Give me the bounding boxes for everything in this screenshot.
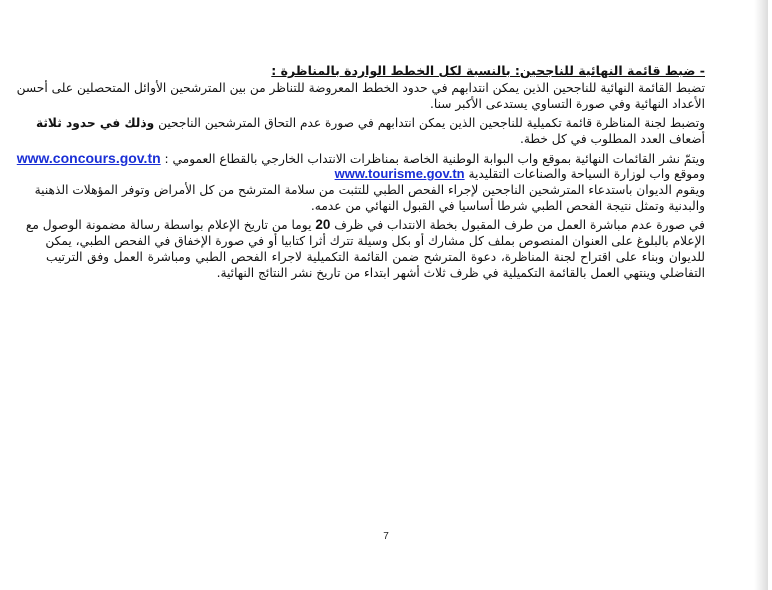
paragraph-3-line-1-text: ويتمّ نشر القائمات النهائية بموقع واب البوابة الوطنية الخاصة بمناظرات الانتداب الخارجي بالقطاع العمومي :: [164, 152, 705, 166]
paragraph-5-line-1-text-b: يوما من تاريخ الإعلام بواسطة رسالة مضمونة الوصول مع: [25, 218, 312, 232]
paragraph-3-line-2: [46, 166, 705, 182]
paragraph-2-line-1: [35, 115, 705, 131]
paragraph-4-line-2: والبدنية وتمثل نتيجة الفحص الطبي شرطا أساسيا في القبول النهائي من عدمه.: [310, 199, 705, 213]
paragraph-3-line-2-text: وموقع واب لوزارة السياحة والصناعات التقليدية: [468, 167, 705, 181]
paragraph-5-line-2: الإعلام بالبلوغ على العنوان المنصوص بملف كل مشارك أو بكل وسيلة تترك أثرا كتابيا أو في صورة الإخفاق في الفحص الطبي، يمكن: [45, 234, 705, 248]
paragraph-5-line-1-text-a: في صورة عدم مباشرة العمل من طرف المقبول بخطة الانتداب في ظرف: [334, 218, 705, 232]
section-heading: - ضبط قائمة النهائية للناجحين: بالنسبة لكل الخطط الواردة بالمناظرة :: [271, 63, 705, 78]
paragraph-2-line-1-text-a: وتضبط لجنة المناظرة قائمة تكميلية للناجحين الذين يمكن انتدابهم في صورة عدم التحاق المترشحين الناجحين: [158, 116, 705, 130]
days-count: 20: [315, 217, 331, 232]
paragraph-2-line-1-text-b: وذلك في حدود ثلاثة: [35, 116, 155, 130]
paragraph-4-line-1: ويقوم الديوان باستدعاء المترشحين الناجحين لإجراء الفحص الطبي للتثبت من سلامة المترشح من كل الأمراض وتوفر المؤهلات الذهنية: [34, 183, 705, 197]
tourism-ministry-link[interactable]: www.tourisme.gov.tn: [334, 166, 465, 181]
paragraph-5-line-3: للديوان وبناء على اقتراح لجنة المناظرة، دعوة المترشح ضمن القائمة التكميلية لاجراء الفحص الطبي ومباشرة العمل وفق الترتيب: [46, 250, 705, 264]
concours-portal-link[interactable]: www.concours.gov.tn: [16, 150, 161, 166]
paragraph-5-line-1: [25, 217, 705, 233]
page-number: 7: [383, 531, 389, 542]
page-edge-shadow: [754, 0, 768, 590]
paragraph-1-line-2: الأعداد النهائية وفي صورة التساوي يستدعى الأكبر سنا.: [429, 97, 705, 111]
paragraph-5-line-4: التفاضلي وينتهي العمل بالقائمة التكميلية في ظرف ثلاث أشهر ابتداء من تاريخ نشر النتائج النهائية.: [216, 266, 705, 280]
paragraph-2-line-2: أضعاف العدد المطلوب في كل خطة.: [519, 132, 705, 146]
paragraph-1-line-1: تضبط القائمة النهائية للناجحين الذين يمكن انتدابهم في حدود الخطط المعروضة للتناظر من بين المترشحين الأوائل المتحصلين على أحسن: [16, 81, 705, 95]
paragraph-3-line-1: [16, 150, 705, 166]
document-body: [16, 62, 705, 281]
